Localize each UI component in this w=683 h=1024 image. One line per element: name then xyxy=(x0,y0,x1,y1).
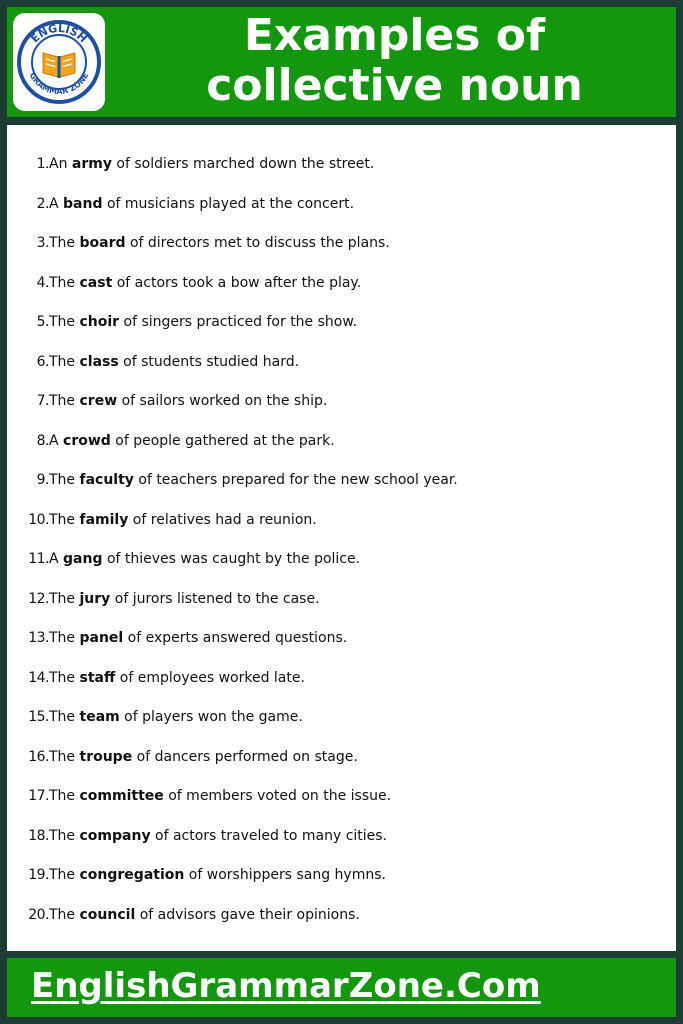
collective-noun: cast xyxy=(79,274,113,291)
list-item xyxy=(7,659,676,699)
title-line-1: Examples of xyxy=(243,10,546,61)
item-number: 13. xyxy=(28,630,49,646)
item-number: 5. xyxy=(36,314,49,330)
item-article: A xyxy=(49,432,64,449)
list-item xyxy=(7,264,676,304)
item-article: An xyxy=(49,156,72,172)
list-item xyxy=(7,145,676,185)
page-title xyxy=(117,11,672,111)
item-number: 20. xyxy=(28,906,49,923)
item-sentence-rest: of relatives had a reunion. xyxy=(128,511,317,528)
item-number: 10. xyxy=(28,511,49,528)
logo-arc-bottom-text: GRAMMAR ZONE xyxy=(27,71,91,97)
list-item xyxy=(7,896,676,936)
item-number: 18. xyxy=(28,827,49,844)
item-article: A xyxy=(49,551,64,567)
item-sentence-rest: of experts answered questions. xyxy=(123,630,348,646)
collective-noun: committee xyxy=(79,788,164,804)
item-article: The xyxy=(49,590,80,607)
open-book-globe-icon xyxy=(17,19,101,105)
item-article: The xyxy=(49,709,80,725)
item-number: 3. xyxy=(36,235,49,251)
item-sentence-rest: of thieves was caught by the police. xyxy=(102,551,361,567)
item-article: The xyxy=(49,511,80,528)
item-article: The xyxy=(49,827,80,844)
collective-noun: team xyxy=(79,709,120,725)
collective-noun: crowd xyxy=(63,432,111,449)
item-number: 19. xyxy=(28,867,49,883)
collective-noun: company xyxy=(79,827,151,844)
list-item xyxy=(7,343,676,383)
item-article: The xyxy=(49,867,80,883)
item-sentence-rest: of actors traveled to many cities. xyxy=(150,827,388,844)
item-number: 11. xyxy=(28,551,49,567)
list-item xyxy=(7,224,676,264)
examples-panel xyxy=(7,125,676,951)
item-sentence-rest: of soldiers marched down the street. xyxy=(111,156,375,172)
list-item xyxy=(7,461,676,501)
title-line-2: collective noun xyxy=(206,60,583,111)
list-item xyxy=(7,303,676,343)
list-item xyxy=(7,382,676,422)
item-article: The xyxy=(49,788,80,804)
item-sentence-rest: of students studied hard. xyxy=(118,353,300,370)
list-item xyxy=(7,698,676,738)
collective-noun: faculty xyxy=(79,472,134,488)
item-sentence-rest: of advisors gave their opinions. xyxy=(135,906,360,923)
list-item xyxy=(7,501,676,541)
list-item xyxy=(7,422,676,462)
collective-noun: staff xyxy=(79,669,116,686)
list-item xyxy=(7,540,676,580)
item-sentence-rest: of musicians played at the concert. xyxy=(102,195,355,212)
item-number: 8. xyxy=(36,432,49,449)
item-number: 9. xyxy=(36,472,49,488)
item-article: The xyxy=(49,314,80,330)
logo-arc-top-text: ENGLISH xyxy=(28,21,90,46)
item-number: 15. xyxy=(28,709,49,725)
item-article: The xyxy=(49,906,80,923)
collective-noun: panel xyxy=(79,630,124,646)
collective-noun: troupe xyxy=(79,748,133,765)
collective-noun: choir xyxy=(79,314,120,330)
item-sentence-rest: of teachers prepared for the new school year. xyxy=(133,472,458,488)
collective-noun: crew xyxy=(79,393,118,409)
item-article: The xyxy=(49,630,80,646)
list-item xyxy=(7,619,676,659)
item-number: 6. xyxy=(36,353,49,370)
item-sentence-rest: of dancers performed on stage. xyxy=(132,748,358,765)
item-sentence-rest: of sailors worked on the ship. xyxy=(117,393,328,409)
collective-noun: gang xyxy=(63,551,103,567)
item-number: 14. xyxy=(28,669,49,686)
item-number: 16. xyxy=(28,748,49,765)
collective-noun: board xyxy=(79,235,126,251)
collective-noun: army xyxy=(71,156,112,172)
site-link[interactable]: EnglishGrammarZone.Com xyxy=(31,966,541,1006)
item-sentence-rest: of singers practiced for the show. xyxy=(119,314,357,330)
item-number: 12. xyxy=(28,590,49,607)
item-article: The xyxy=(49,235,80,251)
header-banner xyxy=(7,7,676,117)
item-number: 4. xyxy=(36,274,49,291)
item-article: The xyxy=(49,393,80,409)
item-sentence-rest: of directors met to discuss the plans. xyxy=(125,235,390,251)
item-article: The xyxy=(49,748,80,765)
collective-noun: congregation xyxy=(79,867,185,883)
item-article: A xyxy=(49,195,64,212)
collective-noun: council xyxy=(79,906,136,923)
item-number: 17. xyxy=(28,788,49,804)
item-sentence-rest: of people gathered at the park. xyxy=(110,432,335,449)
item-sentence-rest: of employees worked late. xyxy=(115,669,305,686)
collective-noun: family xyxy=(79,511,129,528)
list-item xyxy=(7,580,676,620)
list-item xyxy=(7,817,676,857)
site-logo xyxy=(13,13,105,111)
examples-list xyxy=(7,145,676,935)
item-number: 7. xyxy=(36,393,49,409)
item-sentence-rest: of members voted on the issue. xyxy=(163,788,392,804)
item-article: The xyxy=(49,353,80,370)
item-article: The xyxy=(49,274,80,291)
collective-noun: class xyxy=(79,353,119,370)
item-sentence-rest: of jurors listened to the case. xyxy=(110,590,320,607)
list-item xyxy=(7,856,676,896)
list-item xyxy=(7,738,676,778)
item-sentence-rest: of players won the game. xyxy=(119,709,303,725)
list-item xyxy=(7,777,676,817)
item-article: The xyxy=(49,472,80,488)
item-sentence-rest: of actors took a bow after the play. xyxy=(112,274,362,291)
item-number: 2. xyxy=(36,195,49,212)
list-item xyxy=(7,185,676,225)
item-article: The xyxy=(49,669,80,686)
collective-noun: jury xyxy=(79,590,111,607)
item-sentence-rest: of worshippers sang hymns. xyxy=(184,867,386,883)
collective-noun: band xyxy=(63,195,103,212)
footer-banner xyxy=(7,958,676,1017)
item-number: 1. xyxy=(36,156,49,172)
